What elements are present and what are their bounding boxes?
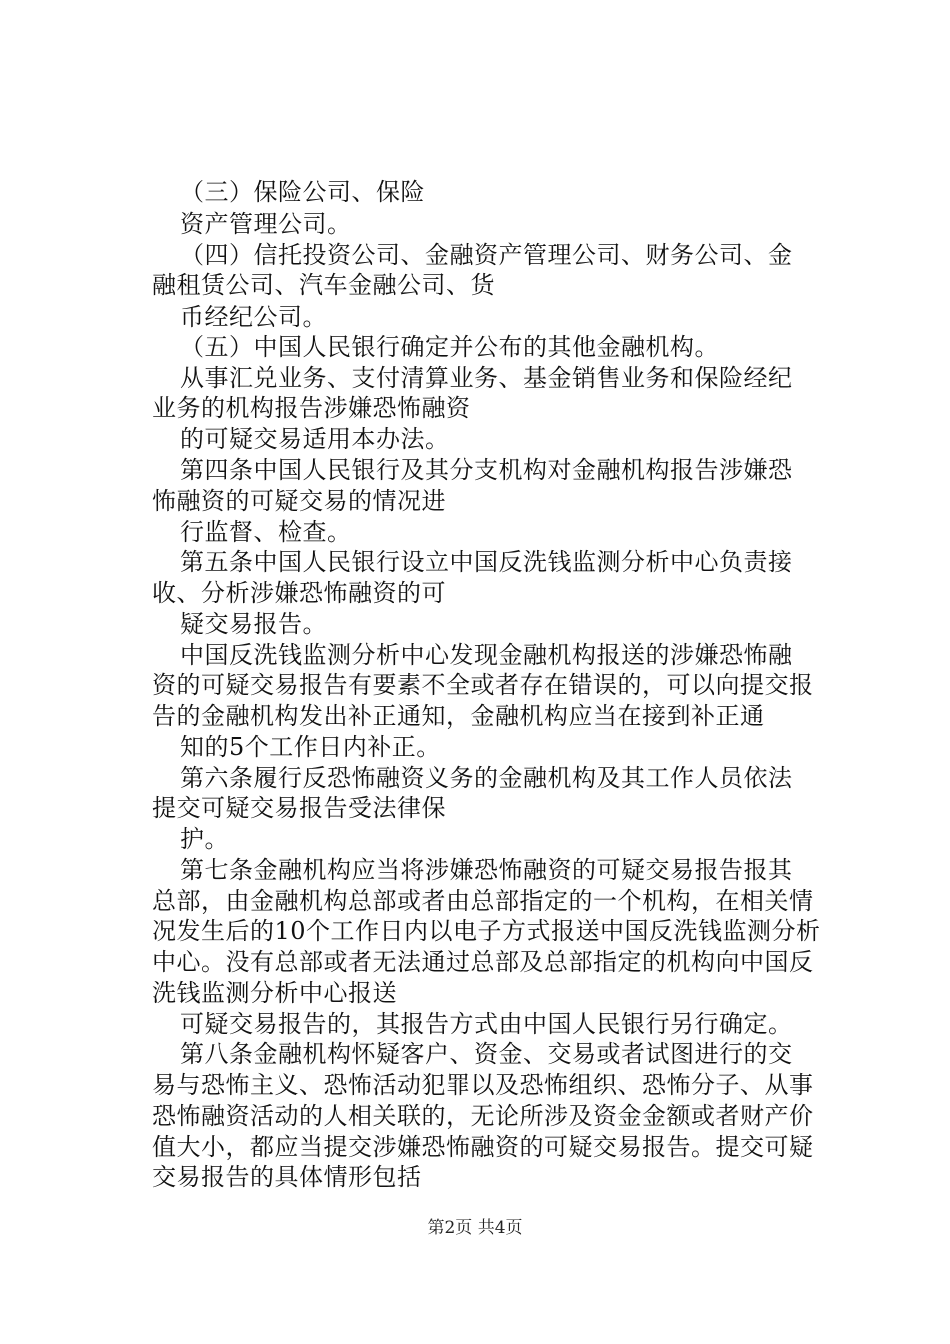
text-line: 告的金融机构发出补正通知，金融机构应当在接到补正通 bbox=[152, 702, 765, 730]
text-line: （三）保险公司、保险 bbox=[180, 178, 425, 206]
text-line: 值大小，都应当提交涉嫌恐怖融资的可疑交易报告。提交可疑 bbox=[152, 1133, 814, 1161]
text-line: 疑交易报告。 bbox=[180, 610, 327, 638]
text-line: 融租赁公司、汽车金融公司、货 bbox=[152, 271, 495, 299]
text-line: 总部，由金融机构总部或者由总部指定的一个机构，在相关情 bbox=[152, 887, 814, 915]
text-line: （五）中国人民银行确定并公布的其他金融机构。 bbox=[180, 333, 719, 361]
text-line: 从事汇兑业务、支付清算业务、基金销售业务和保险经纪 bbox=[180, 364, 793, 392]
text-line: 资产管理公司。 bbox=[180, 210, 352, 238]
text-line: 第七条金融机构应当将涉嫌恐怖融资的可疑交易报告报其 bbox=[180, 856, 793, 884]
text-line: 收、分析涉嫌恐怖融资的可 bbox=[152, 579, 446, 607]
text-line: 交易报告的具体情形包括 bbox=[152, 1163, 422, 1191]
text-line: 第六条履行反恐怖融资义务的金融机构及其工作人员依法 bbox=[180, 764, 793, 792]
text-line: 护。 bbox=[180, 825, 229, 853]
text-line: 易与恐怖主义、恐怖活动犯罪以及恐怖组织、恐怖分子、从事 bbox=[152, 1071, 814, 1099]
text-line: 况发生后的10个工作日内以电子方式报送中国反洗钱监测分析 bbox=[152, 917, 821, 945]
text-line: 知的5个工作日内补正。 bbox=[180, 733, 441, 761]
text-line: 行监督、检查。 bbox=[180, 518, 352, 546]
text-line: 中心。没有总部或者无法通过总部及总部指定的机构向中国反 bbox=[152, 948, 814, 976]
text-line: 中国反洗钱监测分析中心发现金融机构报送的涉嫌恐怖融 bbox=[180, 641, 793, 669]
text-line: 的可疑交易适用本办法。 bbox=[180, 425, 450, 453]
text-line: 恐怖融资活动的人相关联的，无论所涉及资金金额或者财产价 bbox=[152, 1102, 814, 1130]
text-line: 可疑交易报告的，其报告方式由中国人民银行另行确定。 bbox=[180, 1010, 793, 1038]
text-line: 洗钱监测分析中心报送 bbox=[152, 979, 397, 1007]
text-line: 业务的机构报告涉嫌恐怖融资 bbox=[152, 394, 471, 422]
text-line: 币经纪公司。 bbox=[180, 303, 327, 331]
page-number: 第2页 共4页 bbox=[427, 1218, 523, 1238]
text-line: 怖融资的可疑交易的情况进 bbox=[152, 487, 446, 515]
text-line: 资的可疑交易报告有要素不全或者存在错误的，可以向提交报 bbox=[152, 671, 814, 699]
text-line: 第五条中国人民银行设立中国反洗钱监测分析中心负责接 bbox=[180, 548, 793, 576]
text-line: （四）信托投资公司、金融资产管理公司、财务公司、金 bbox=[180, 241, 793, 269]
text-line: 第四条中国人民银行及其分支机构对金融机构报告涉嫌恐 bbox=[180, 456, 793, 484]
text-line: 第八条金融机构怀疑客户、资金、交易或者试图进行的交 bbox=[180, 1040, 793, 1068]
text-line: 提交可疑交易报告受法律保 bbox=[152, 794, 446, 822]
